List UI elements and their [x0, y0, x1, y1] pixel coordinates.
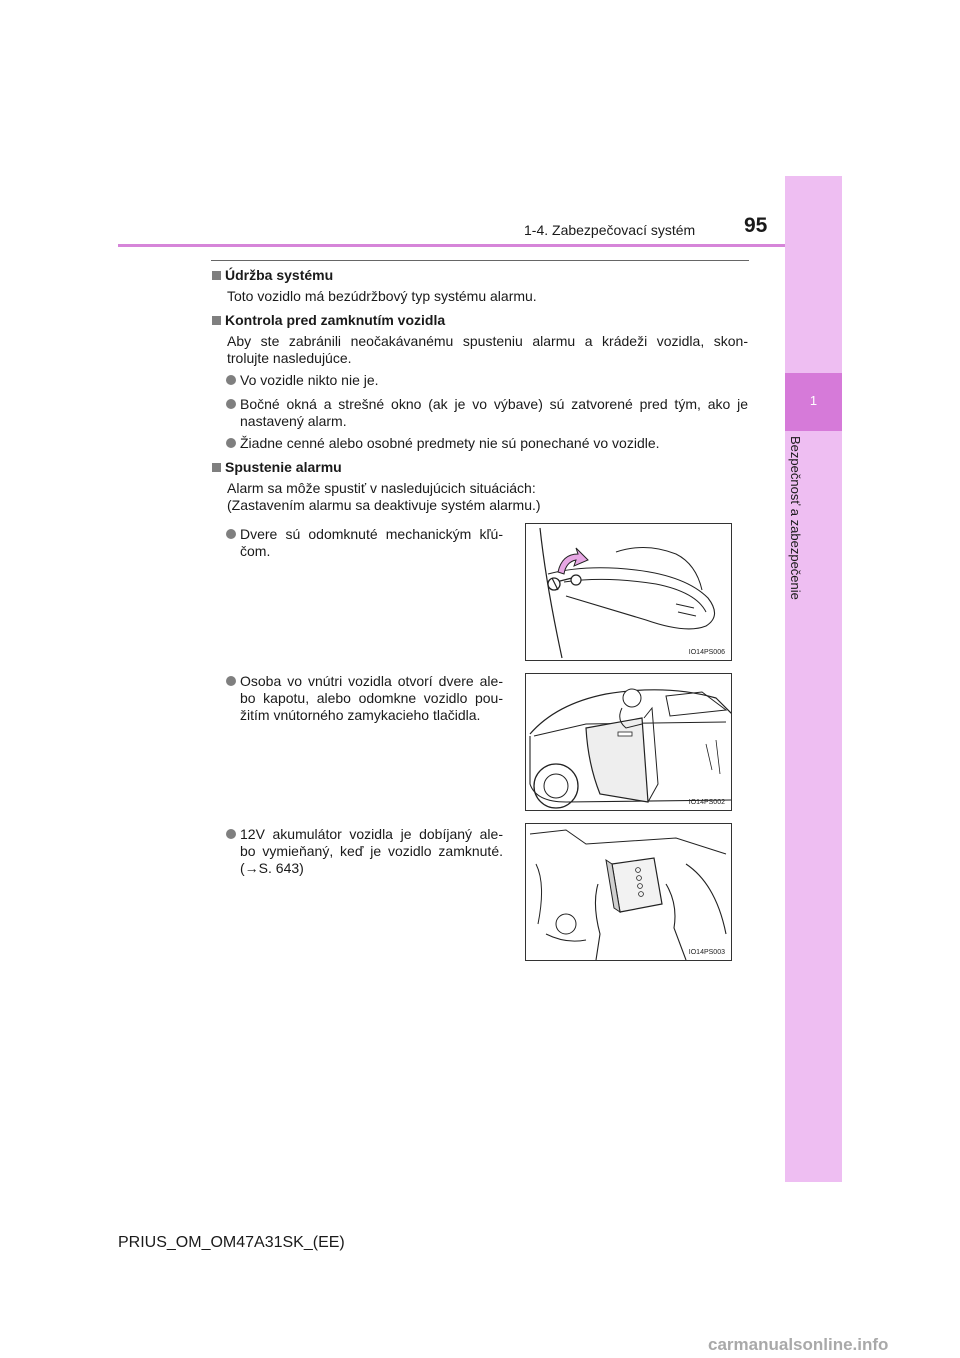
chapter-title: Bezpečnosť a zabezpečenie [788, 436, 803, 600]
door-key-drawing [526, 524, 732, 661]
illustration-door-open [525, 673, 732, 811]
trigger-text-line2: (Zastavením alarmu sa deaktivuje systém alarmu.) [227, 497, 541, 513]
illustration-battery [525, 823, 732, 961]
watermark: carmanualsonline.info [708, 1335, 889, 1354]
trigger-item-2-line2: bo kapotu, alebo odomkne vozidlo pou- [240, 690, 503, 706]
chapter-tab[interactable] [785, 373, 842, 431]
maintenance-heading: Údržba systému [225, 267, 334, 283]
circle-bullet-icon [226, 375, 236, 385]
maintenance-text: Toto vozidlo má bezúdržbový typ systému alarmu. [227, 288, 537, 304]
image-code: IO14PS002 [688, 799, 725, 806]
circle-bullet-icon [226, 829, 236, 839]
square-bullet-icon [212, 316, 221, 325]
check-bullet-1: Vo vozidle nikto nie je. [240, 372, 379, 388]
illustration-key-unlock [525, 523, 732, 661]
check-heading: Kontrola pred zamknutím vozidla [225, 312, 446, 328]
car-door-drawing [526, 674, 732, 811]
document-id: PRIUS_OM_OM47A31SK_(EE) [118, 1234, 345, 1251]
trigger-heading: Spustenie alarmu [225, 459, 342, 475]
check-text-line1: Aby ste zabránili neočakávanému spusteniu alarmu a krádeži vozidla, skon- [227, 333, 748, 349]
circle-bullet-icon [226, 399, 236, 409]
check-bullet-2-line2: nastavený alarm. [240, 413, 347, 429]
check-text-line2: trolujte nasledujúce. [227, 350, 352, 366]
header-rule [118, 244, 785, 247]
square-bullet-icon [212, 463, 221, 472]
trigger-item-3-line3 [240, 860, 304, 877]
image-code: IO14PS006 [688, 649, 725, 656]
trigger-item-2-line3: žitím vnútorného zamykacieho tlačidla. [240, 707, 481, 723]
trigger-item-3-ref[interactable]: (→S. 643) [240, 860, 304, 876]
content-rule [211, 260, 749, 261]
trigger-item-2-line1: Osoba vo vnútri vozidla otvorí dvere ale- [240, 673, 503, 689]
circle-bullet-icon [226, 529, 236, 539]
trigger-item-3-line1: 12V akumulátor vozidla je dobíjaný ale- [240, 826, 503, 842]
trigger-text-line1: Alarm sa môže spustiť v nasledujúcich situáciách: [227, 480, 536, 496]
page-number: 95 [744, 214, 768, 237]
chapter-sidebar [785, 176, 842, 1182]
section-title: 1-4. Zabezpečovací systém [524, 222, 696, 238]
circle-bullet-icon [226, 438, 236, 448]
circle-bullet-icon [226, 676, 236, 686]
image-code: IO14PS003 [688, 949, 725, 956]
trigger-item-3-line2: bo vymieňaný, keď je vozidlo zamknuté. [240, 843, 503, 859]
check-bullet-3: Žiadne cenné alebo osobné predmety nie sú ponechané vo vozidle. [240, 435, 660, 451]
chapter-title-wrap [788, 436, 808, 632]
check-bullet-2-line1: Bočné okná a strešné okno (ak je vo výbave) sú zatvorené pred tým, ako je [240, 396, 748, 412]
trigger-item-1-line2: čom. [240, 543, 271, 559]
trigger-item-1-line1: Dvere sú odomknuté mechanickým kľú- [240, 526, 503, 542]
chapter-number: 1 [809, 393, 818, 408]
square-bullet-icon [212, 271, 221, 280]
battery-drawing [526, 824, 732, 961]
